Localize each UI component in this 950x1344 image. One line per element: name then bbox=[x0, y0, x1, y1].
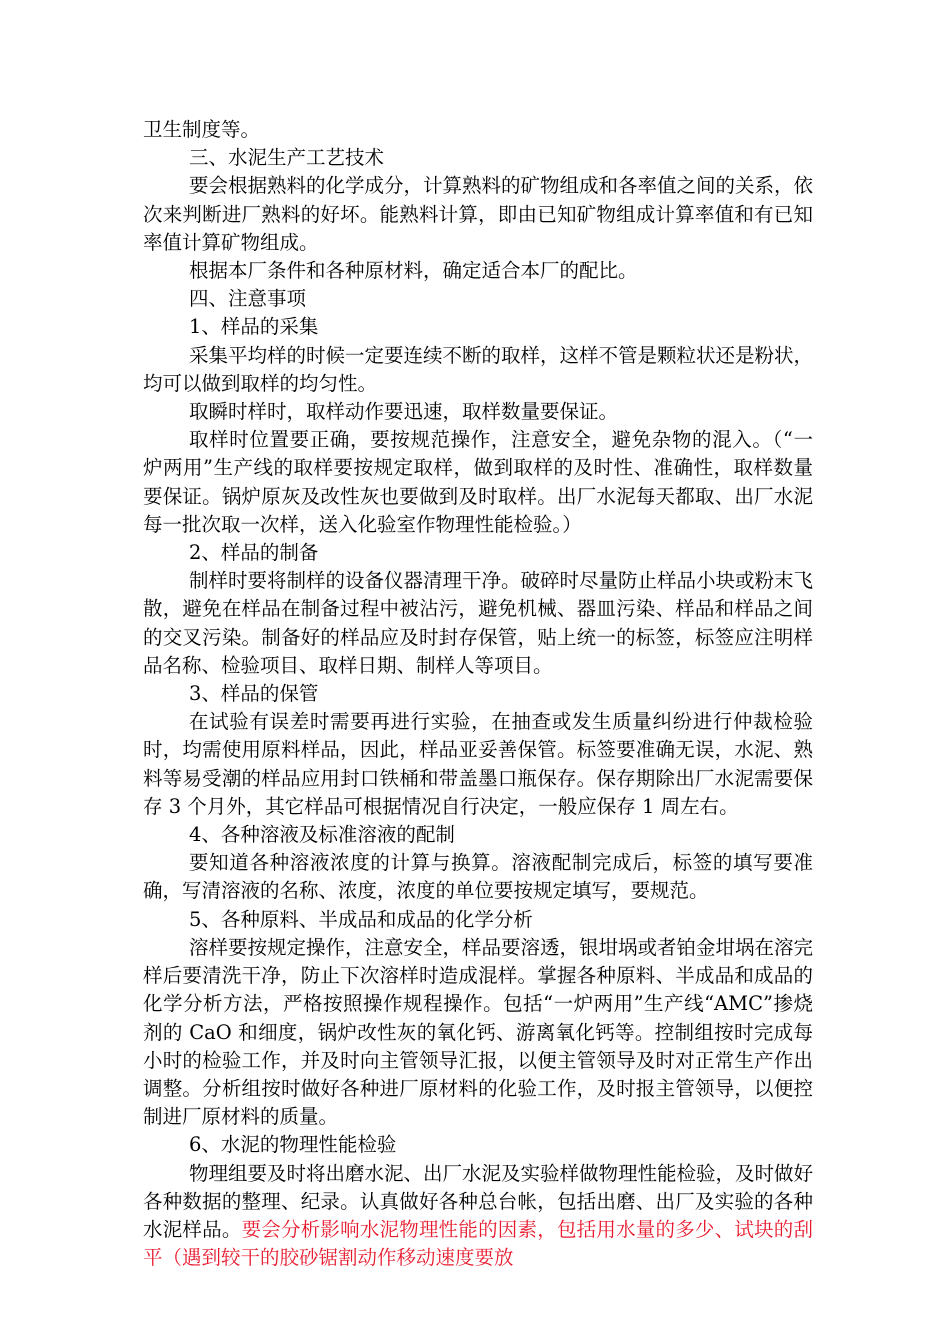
paragraph: 要会根据熟料的化学成分，计算熟料的矿物组成和各率值之间的关系，依次来判断进厂熟料的好坏。能熟料计算，即由已知矿物组成计算率值和有已知率值计算矿物组成。 bbox=[143, 174, 814, 254]
paragraph-mixed bbox=[143, 1160, 813, 1273]
paragraph: 取样时位置要正确，要按规范操作，注意安全，避免杂物的混入。（“一炉两用”生产线的取样要按规定取样，做到取样的及时性、准确性，取样数量要保证。锅炉原灰及改性灰也要做到及时取样。出厂水泥每天都取、出厂水泥每一批次取一次样，送入化验室作物理性能检验。） bbox=[143, 428, 813, 536]
subheading-chemical-analysis: 5、各种原料、半成品和成品的化学分析 bbox=[189, 907, 533, 931]
section-heading-process: 三、水泥生产工艺技术 bbox=[189, 146, 385, 170]
subheading-physical-testing: 6、水泥的物理性能检验 bbox=[189, 1133, 397, 1157]
subheading-storage: 3、样品的保管 bbox=[189, 682, 319, 706]
subheading-sampling: 1、样品的采集 bbox=[189, 315, 319, 339]
paragraph-text: 物理组要及时将出磨水泥、出厂水泥及实验样做物理性能检验，及时做好各种数据的整理、纪录。认真做好各种总台帐，包括出磨、出厂及实验的各种水泥样品。 bbox=[143, 1161, 814, 1241]
paragraph: 根据本厂条件和各种原材料，确定适合本厂的配比。 bbox=[189, 259, 638, 283]
paragraph-continuation: 卫生制度等。 bbox=[143, 118, 261, 141]
subheading-solutions: 4、各种溶液及标准溶液的配制 bbox=[189, 823, 455, 847]
subheading-preparation: 2、样品的制备 bbox=[189, 541, 319, 565]
paragraph: 要知道各种溶液浓度的计算与换算。溶液配制完成后，标签的填写要准确，写清溶液的名称、浓度，浓度的单位要按规定填写，要规范。 bbox=[143, 851, 813, 903]
paragraph: 在试验有误差时需要再进行实验，在抽查或发生质量纠纷进行仲裁检验时，均需使用原料样品，因此，样品亚妥善保管。标签要准确无误，水泥、熟料等易受潮的样品应用封口铁桶和带盖墨口瓶保存。保存期除出厂水泥需要保存 3 个月外，其它样品可根据情况自行决定，一般应保存 1 周左右。 bbox=[143, 710, 813, 818]
section-heading-notes: 四、注意事项 bbox=[189, 287, 307, 311]
paragraph: 溶样要按规定操作，注意安全，样品要溶透，银坩埚或者铂金坩埚在溶完样后要清洗干净，防止下次溶样时造成混样。掌握各种原料、半成品和成品的化学分析方法，严格按照操作规程操作。包括“一炉两用”生产线“AMC”掺烧剂的 CaO 和细度，锅炉改性灰的氧化钙、游离氧化钙等。控制组按时完成每小时的检验工作，并及时向主管领导汇报，以便主管领导及时对正常生产作出调整。分析组按时做好各种进厂原材料的化验工作，及时报主管领导，以便控制进厂原材料的质量。 bbox=[143, 935, 814, 1129]
paragraph: 采集平均样的时候一定要连续不断的取样，这样不管是颗粒状还是粉状，均可以做到取样的均匀性。 bbox=[143, 343, 814, 395]
document-body bbox=[143, 116, 813, 1272]
paragraph: 取瞬时样时，取样动作要迅速，取样数量要保证。 bbox=[189, 400, 619, 424]
paragraph: 制样时要将制样的设备仪器清理干净。破碎时尽量防止样品小块或粉末飞散，避免在样品在制备过程中被沾污，避免机械、器皿污染、样品和样品之间的交叉污染。制备好的样品应及时封存保管，贴上统一的标签，标签应注明样品名称、检验项目、取样日期、制样人等项目。 bbox=[143, 569, 814, 677]
highlighted-text: 要会分析影响水泥物理性能的因素，包括用水量的多少、试块的刮平（遇到较干的胶砂锯割动作移动速度要放 bbox=[143, 1217, 813, 1270]
